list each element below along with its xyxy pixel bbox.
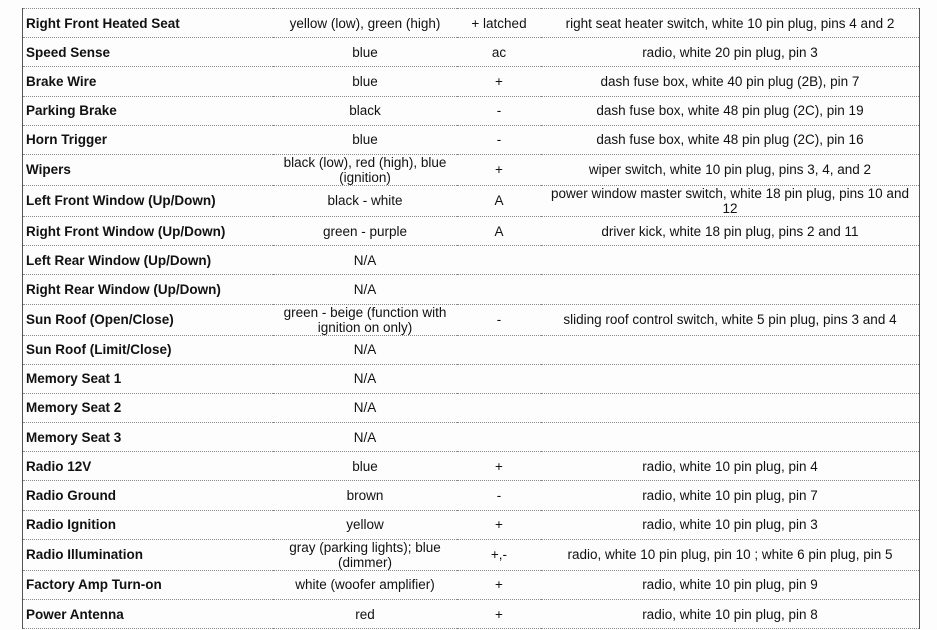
table-row [23, 423, 920, 452]
table-row [23, 452, 920, 481]
location-cell: sliding roof control switch, white 5 pin plug, pins 3 and 4 [541, 304, 920, 335]
polarity-cell: + [457, 600, 541, 629]
wire-color-cell: white (woofer amplifier) [273, 570, 457, 599]
polarity-cell [457, 335, 541, 364]
location-cell: dash fuse box, white 48 pin plug (2C), pin 16 [541, 125, 920, 154]
function-cell: Right Front Heated Seat [23, 9, 274, 38]
location-cell [541, 246, 920, 275]
function-cell: Radio 12V [23, 452, 274, 481]
polarity-cell: + [457, 67, 541, 96]
table-row [23, 246, 920, 275]
table-row [23, 67, 920, 96]
wire-color-cell: blue [273, 38, 457, 67]
wire-color-cell: N/A [273, 275, 457, 304]
table-row [23, 570, 920, 599]
function-cell: Horn Trigger [23, 125, 274, 154]
wire-color-cell: blue [273, 125, 457, 154]
location-cell: radio, white 10 pin plug, pin 9 [541, 570, 920, 599]
location-cell: radio, white 10 pin plug, pin 8 [541, 600, 920, 629]
wire-color-cell: green - beige (function with ignition on only) [273, 304, 457, 335]
table-row [23, 96, 920, 125]
location-cell: right seat heater switch, white 10 pin plug, pins 4 and 2 [541, 9, 920, 38]
location-cell: power window master switch, white 18 pin plug, pins 10 and 12 [541, 185, 920, 216]
table-row [23, 600, 920, 629]
wire-color-cell: blue [273, 452, 457, 481]
polarity-cell: - [457, 304, 541, 335]
table-row [23, 304, 920, 335]
function-cell: Left Front Window (Up/Down) [23, 185, 274, 216]
function-cell: Memory Seat 1 [23, 364, 274, 393]
polarity-cell: - [457, 96, 541, 125]
location-cell [541, 335, 920, 364]
table-row [23, 9, 920, 38]
table-row [23, 393, 920, 422]
wire-color-cell: N/A [273, 335, 457, 364]
table-row [23, 154, 920, 185]
function-cell: Right Front Window (Up/Down) [23, 216, 274, 245]
location-cell: wiper switch, white 10 pin plug, pins 3, 4, and 2 [541, 154, 920, 185]
table-row [23, 510, 920, 539]
function-cell: Right Rear Window (Up/Down) [23, 275, 274, 304]
wiring-table [22, 8, 920, 629]
wire-color-cell: yellow [273, 510, 457, 539]
function-cell: Sun Roof (Limit/Close) [23, 335, 274, 364]
function-cell: Factory Amp Turn-on [23, 570, 274, 599]
table-row [23, 185, 920, 216]
polarity-cell: A [457, 185, 541, 216]
wire-color-cell: N/A [273, 393, 457, 422]
location-cell: radio, white 20 pin plug, pin 3 [541, 38, 920, 67]
function-cell: Radio Illumination [23, 539, 274, 570]
location-cell: radio, white 10 pin plug, pin 10 ; white 6 pin plug, pin 5 [541, 539, 920, 570]
wire-color-cell: gray (parking lights); blue (dimmer) [273, 539, 457, 570]
polarity-cell: + [457, 154, 541, 185]
table-row [23, 38, 920, 67]
wiring-table-body [23, 9, 920, 629]
table-row [23, 275, 920, 304]
location-cell: radio, white 10 pin plug, pin 4 [541, 452, 920, 481]
function-cell: Radio Ground [23, 481, 274, 510]
location-cell [541, 364, 920, 393]
location-cell: dash fuse box, white 48 pin plug (2C), pin 19 [541, 96, 920, 125]
wire-color-cell: brown [273, 481, 457, 510]
function-cell: Wipers [23, 154, 274, 185]
wire-color-cell: N/A [273, 364, 457, 393]
wire-color-cell: red [273, 600, 457, 629]
polarity-cell: - [457, 125, 541, 154]
location-cell: driver kick, white 18 pin plug, pins 2 and 11 [541, 216, 920, 245]
polarity-cell [457, 246, 541, 275]
function-cell: Sun Roof (Open/Close) [23, 304, 274, 335]
polarity-cell: ac [457, 38, 541, 67]
wire-color-cell: black - white [273, 185, 457, 216]
table-row [23, 125, 920, 154]
function-cell: Speed Sense [23, 38, 274, 67]
wire-color-cell: N/A [273, 423, 457, 452]
polarity-cell: - [457, 481, 541, 510]
function-cell: Left Rear Window (Up/Down) [23, 246, 274, 275]
location-cell [541, 393, 920, 422]
wire-color-cell: black [273, 96, 457, 125]
polarity-cell: + [457, 510, 541, 539]
wire-color-cell: black (low), red (high), blue (ignition) [273, 154, 457, 185]
wire-color-cell: N/A [273, 246, 457, 275]
function-cell: Parking Brake [23, 96, 274, 125]
function-cell: Brake Wire [23, 67, 274, 96]
table-row [23, 335, 920, 364]
polarity-cell: + [457, 452, 541, 481]
location-cell: radio, white 10 pin plug, pin 7 [541, 481, 920, 510]
function-cell: Radio Ignition [23, 510, 274, 539]
function-cell: Memory Seat 3 [23, 423, 274, 452]
polarity-cell [457, 423, 541, 452]
location-cell: dash fuse box, white 40 pin plug (2B), pin 7 [541, 67, 920, 96]
polarity-cell: + latched [457, 9, 541, 38]
polarity-cell: + [457, 570, 541, 599]
polarity-cell: +,- [457, 539, 541, 570]
polarity-cell: A [457, 216, 541, 245]
polarity-cell [457, 393, 541, 422]
table-row [23, 216, 920, 245]
wire-color-cell: green - purple [273, 216, 457, 245]
wire-color-cell: yellow (low), green (high) [273, 9, 457, 38]
function-cell: Memory Seat 2 [23, 393, 274, 422]
location-cell [541, 275, 920, 304]
wire-color-cell: blue [273, 67, 457, 96]
polarity-cell [457, 364, 541, 393]
polarity-cell [457, 275, 541, 304]
table-row [23, 481, 920, 510]
location-cell [541, 423, 920, 452]
function-cell: Power Antenna [23, 600, 274, 629]
table-row [23, 364, 920, 393]
table-row [23, 539, 920, 570]
location-cell: radio, white 10 pin plug, pin 3 [541, 510, 920, 539]
